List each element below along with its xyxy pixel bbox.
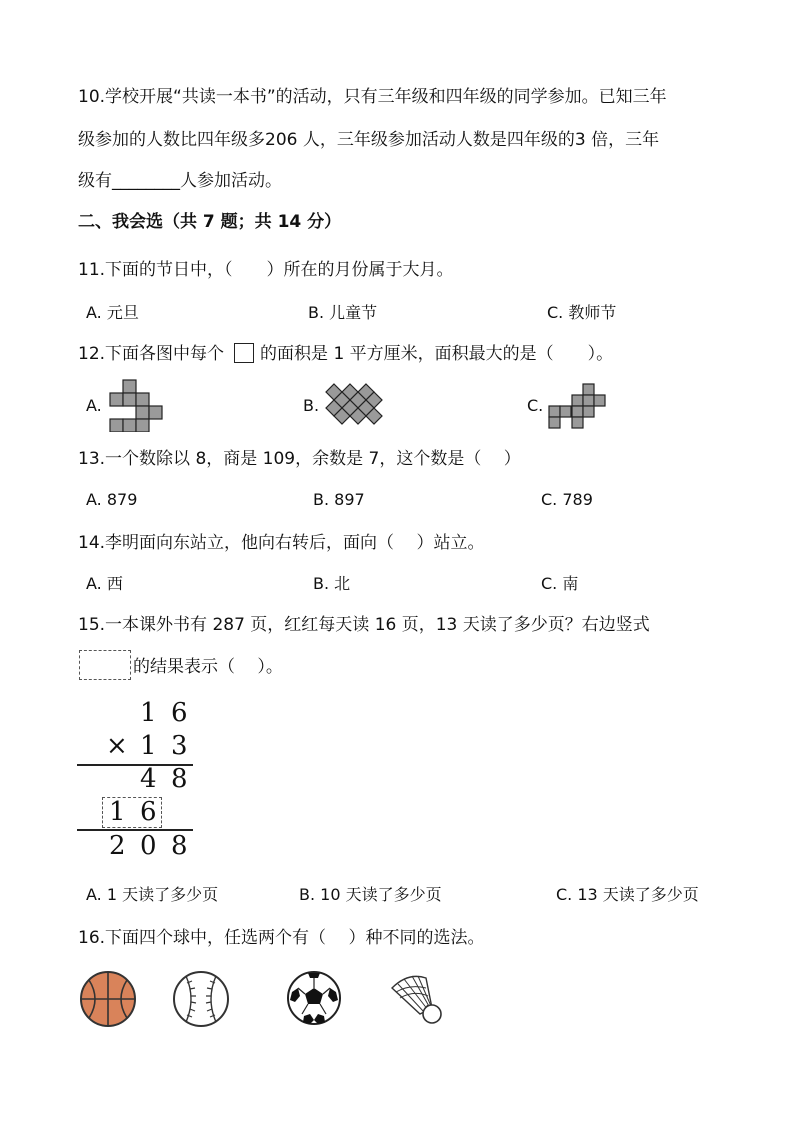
q10-line1: 10.学校开展“共读一本书”的活动，只有三年级和四年级的同学参加。已知三年 [78, 87, 667, 107]
q15-option-a[interactable]: A. 1 天读了多少页 [86, 885, 219, 904]
q10-line3: 级有________人参加活动。 [78, 171, 282, 191]
q14-option-c[interactable]: C. 南 [541, 574, 579, 593]
q13-option-a[interactable]: A. 879 [86, 490, 138, 509]
q12-option-c[interactable]: C. [527, 396, 544, 415]
digit: 0 [140, 831, 157, 861]
digit: 2 [109, 831, 126, 861]
digit: 8 [171, 831, 188, 861]
q11-option-c[interactable]: C. 教师节 [547, 303, 617, 322]
q15-option-c[interactable]: C. 13 天读了多少页 [556, 885, 699, 904]
digit: 4 [140, 764, 157, 794]
digit: 1 [140, 731, 157, 761]
q13-stem: 13.一个数除以 8，商是 109，余数是 7，这个数是（ ） [78, 449, 521, 469]
q11-stem: 11.下面的节日中，（ ）所在的月份属于大月。 [78, 260, 454, 280]
unit-square-icon [234, 343, 254, 363]
q13-option-c[interactable]: C. 789 [541, 490, 593, 509]
shape-b-figure [324, 382, 384, 430]
digit: 1 [140, 698, 157, 728]
digit: 8 [171, 764, 188, 794]
q14-option-b[interactable]: B. 北 [313, 574, 351, 593]
q12-stem-post: 的面积是 1 平方厘米，面积最大的是（ ）。 [260, 344, 614, 364]
digit: 1 [109, 797, 126, 827]
q14-option-a[interactable]: A. 西 [86, 574, 123, 593]
digit: 6 [171, 698, 188, 728]
q12-stem [78, 343, 613, 365]
q15-line2: 的结果表示（ ）。 [133, 657, 283, 677]
q11-option-b[interactable]: B. 儿童节 [308, 303, 378, 322]
multiply-sign: × [106, 731, 128, 761]
q13-option-b[interactable]: B. 897 [313, 490, 365, 509]
q12-option-b[interactable]: B. [303, 396, 320, 415]
q15-option-b[interactable]: B. 10 天读了多少页 [299, 885, 442, 904]
q10-line2: 级参加的人数比四年级多206 人，三年级参加活动人数是四年级的3 倍，三年 [78, 130, 660, 150]
soccer-ball-icon [286, 970, 342, 1026]
basketball-icon [79, 970, 137, 1028]
shuttlecock-icon [388, 970, 446, 1028]
q12-option-a[interactable]: A. [86, 396, 102, 415]
shape-c-figure [547, 382, 609, 430]
baseball-icon [172, 970, 230, 1028]
q15-line1: 15.一本课外书有 287 页，红红每天读 16 页，13 天读了多少页？右边竖式 [78, 615, 650, 635]
digit: 6 [140, 797, 157, 827]
section-title: 二、我会选（共 7 题；共 14 分） [78, 212, 342, 232]
shape-a-figure [108, 378, 164, 432]
q16-stem: 16.下面四个球中，任选两个有（ ）种不同的选法。 [78, 928, 485, 948]
q12-stem-pre: 12.下面各图中每个 [78, 344, 225, 364]
q11-option-a[interactable]: A. 元旦 [86, 303, 139, 322]
digit: 3 [171, 731, 188, 761]
q14-stem: 14.李明面向东站立，他向右转后，面向（ ）站立。 [78, 533, 485, 553]
answer-box [79, 650, 131, 680]
